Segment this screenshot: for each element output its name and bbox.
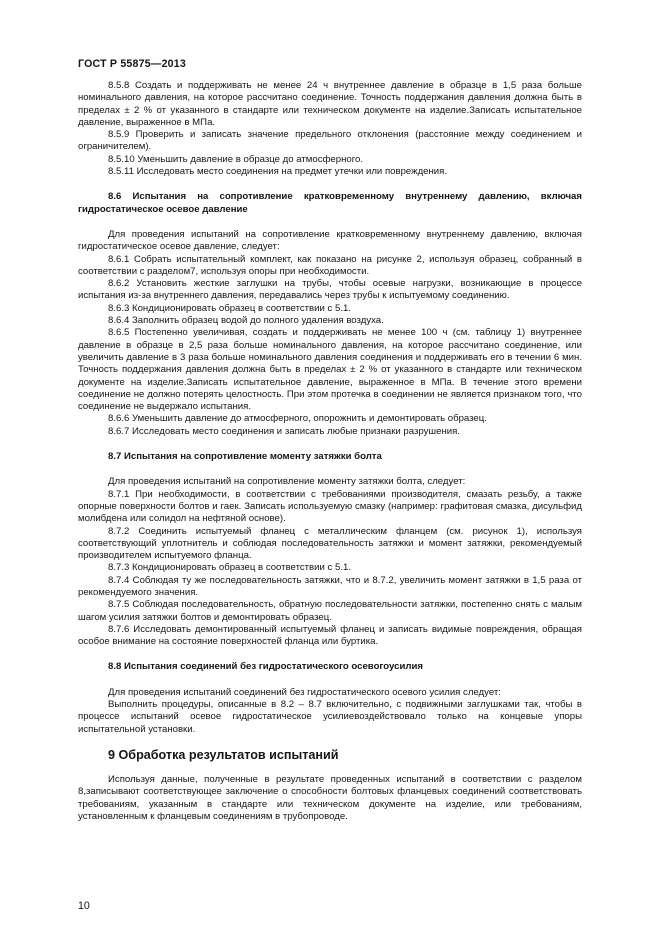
paragraph-8-6-intro: Для проведения испытаний на сопротивление кратковременному внутреннему давлению, включая гидростатическое осевое давление, следует: xyxy=(78,228,582,253)
section-heading-8-8: 8.8 Испытания соединений без гидростатического осевогоусилия xyxy=(108,661,423,673)
paragraph-8-6-1: 8.6.1 Собрать испытательный комплект, как показано на рисунке 2, используя образец, собранный в соответствии с разделом7, используя опоры при необходимости. xyxy=(78,253,582,277)
paragraph-8-6-6: 8.6.6 Уменьшить давление до атмосферного, опорожнить и демонтировать образец. xyxy=(108,413,487,425)
paragraph-8-7-5: 8.7.5 Соблюдая последовательность, обратную последовательности затяжки, постепенно снять с малым шагом усилия затяжки болтов и демонтировать образец. xyxy=(78,599,582,623)
paragraph-8-7-1: 8.7.1 При необходимости, в соответствии с требованиями производителя, смазать резьбу, а также опорные поверхности болтов и гаек. Записать используемую смазку (например: графитовая смазка, дисульфид молибдена или солидол на нефтяной основе). xyxy=(78,488,582,525)
document-header: ГОСТ Р 55875—2013 xyxy=(78,58,186,70)
paragraph-8-7-intro: Для проведения испытаний на сопротивление моменту затяжки болта, следует: xyxy=(108,476,466,488)
paragraph-8-7-4: 8.7.4 Соблюдая ту же последовательность затяжки, что и 8.7.2, увеличить момент затяжки в 1,5 раза от рекомендуемого значения. xyxy=(78,574,582,598)
paragraph-9-body: Используя данные, полученные в результате проведенных испытаний в соответствии с разделом 8,записывают соответствующее заключение о способности болтовых фланцевых соединений соответствовать требованиям, указанным в стандарте или техническом документе на изделие, или требованиям, установленным к фланцевым соединениям в трубопроводе. xyxy=(78,773,582,822)
paragraph-8-8-body: Выполнить процедуры, описанные в 8.2 – 8.7 включительно, с подвижными заглушками так, чтобы в процессе испытаний осевое гидростатическое усилиевоздействовало только на концевые упоры испытательной установки. xyxy=(78,699,582,735)
paragraph-8-5-10: 8.5.10 Уменьшить давление в образце до атмосферного. xyxy=(108,153,364,165)
section-heading-8-7: 8.7 Испытания на сопротивление моменту затяжки болта xyxy=(108,451,382,463)
section-heading-8-6: 8.6 Испытания на сопротивление кратковременному внутреннему давлению, включая гидростатическое осевое давление xyxy=(78,191,582,215)
document-body xyxy=(78,80,582,823)
paragraph-8-8-intro: Для проведения испытаний соединений без гидростатического осевого усилия следует: xyxy=(108,686,501,698)
paragraph-8-7-6: 8.7.6 Исследовать демонтированный испытуемый фланец и записать видимые повреждения, обращая особое внимание на состояние поверхностей фланца или буртика. xyxy=(78,623,582,648)
paragraph-8-6-5: 8.6.5 Постепенно увеличивая, создать и поддерживать не менее 100 ч (см. таблицу 1) внутреннее давление в образце в 2,5 раза больше номинального давления, на которое рассчитано соединение, или увеличить давление в 3 раза больше номинального давления соединения и поддерживать его в течении 6 мин. Точность поддержания давления должна быть в пределах ± 2 % от указанного в стандарте или техническом документе на изделие.Записать испытательное давление, выраженное в МПа. В течение этого времени соединение не должно потерять целостность. При этом протечка в соединении не является признаком того, что соединение не выдержало испытания. xyxy=(78,327,582,413)
paragraph-8-6-3: 8.6.3 Кондиционировать образец в соответствии с 5.1. xyxy=(108,302,352,314)
paragraph-8-6-7: 8.6.7 Исследовать место соединения и записать любые признаки разрушения. xyxy=(108,425,460,437)
paragraph-8-6-2: 8.6.2 Установить жесткие заглушки на трубы, чтобы осевые нагрузки, возникающие в процессе испытания из-за внутреннего давления, передавались через трубы к испытуемому соединению. xyxy=(78,278,582,302)
paragraph-8-5-8: 8.5.8 Создать и поддерживать не менее 24 ч внутреннее давление в образце в 1,5 раза больше номинального давления, на которое рассчитано соединение. Точность поддержания давления должна быть в пределах ± 2 % от указанного в стандарте или техническом документе на изделие.Записать испытательное давление, выраженное в МПа. xyxy=(78,80,582,128)
paragraph-8-7-3: 8.7.3 Кондиционировать образец в соответствии с 5.1. xyxy=(108,562,352,574)
paragraph-8-6-4: 8.6.4 Заполнить образец водой до полного удаления воздуха. xyxy=(108,315,384,327)
paragraph-8-5-9: 8.5.9 Проверить и записать значение предельного отклонения (расстояние между соединением и ограничителем). xyxy=(78,129,582,153)
section-heading-9: 9 Обработка результатов испытаний xyxy=(108,747,339,762)
paragraph-8-5-11: 8.5.11 Исследовать место соединения на предмет утечки или повреждения. xyxy=(108,166,448,178)
page-number: 10 xyxy=(78,900,90,912)
paragraph-8-7-2: 8.7.2 Соединить испытуемый фланец с металлическим фланцем (см. рисунок 1), используя соответствующий уплотнитель и соблюдая последовательность затяжки и момент затяжки, рекомендуемый производителем испытуемого фланца. xyxy=(78,525,582,562)
